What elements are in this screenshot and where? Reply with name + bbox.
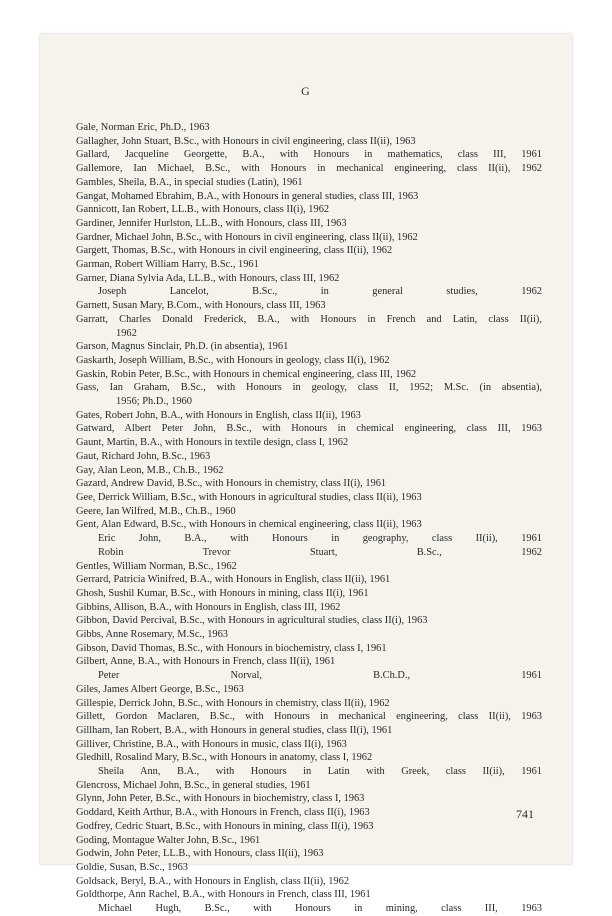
list-item: Gaut, Richard John, B.Sc., 1963 — [76, 450, 211, 462]
list-item: Gillespie, Derrick John, B.Sc., with Honours in chemistry, class II(ii), 1962 — [76, 697, 390, 709]
list-item: Gledhill, Rosalind Mary, B.Sc., with Honours in anatomy, class I, 1962 — [76, 752, 373, 764]
list-item: Garman, Robert William Harry, B.Sc., 1961 — [76, 259, 259, 271]
list-item: Gillett, Gordon Maclaren, B.Sc., with Honours in mechanical engineering, class II(ii), 1963 — [76, 711, 542, 723]
list-item: Gass, Ian Graham, B.Sc., with Honours in geology, class II, 1952; M.Sc. (in absentia), — [76, 382, 542, 394]
list-item: Gannicott, Ian Robert, LL.B., with Honours, class II(i), 1962 — [76, 204, 330, 216]
list-item-continuation: Eric John, B.A., with Honours in geography, class II(ii), 1961 — [98, 533, 542, 545]
list-item: Glencross, Michael John, B.Sc., in general studies, 1961 — [76, 779, 311, 791]
list-item: Goddard, Keith Arthur, B.A., with Honours in French, class II(i), 1963 — [76, 807, 370, 819]
list-item: Garnett, Susan Mary, B.Com., with Honours, class III, 1963 — [76, 300, 326, 312]
list-item: Gillham, Ian Robert, B.A., with Honours in general studies, class II(i), 1961 — [76, 724, 393, 736]
list-item: Gangat, Mohamed Ebrahim, B.A., with Honours in general studies, class III, 1963 — [76, 190, 419, 202]
list-item: Gaskin, Robin Peter, B.Sc., with Honours in chemical engineering, class III, 1962 — [76, 368, 417, 380]
list-item: Gates, Robert John, B.A., with Honours in English, class II(ii), 1963 — [76, 409, 361, 421]
list-item-continuation: Robin Trevor Stuart, B.Sc., 1962 — [98, 546, 542, 558]
list-item: Glynn, John Peter, B.Sc., with Honours in biochemistry, class I, 1963 — [76, 793, 365, 805]
section-letter: G — [301, 84, 311, 98]
list-item: Gallagher, John Stuart, B.Sc., with Honours in civil engineering, class II(ii), 1963 — [76, 135, 416, 147]
list-item: Goding, Montague Walter John, B.Sc., 1961 — [76, 834, 261, 846]
list-item-continuation: 1956; Ph.D., 1960 — [116, 396, 192, 408]
list-item-continuation: Joseph Lancelot, B.Sc., in general studies, 1962 — [98, 286, 542, 298]
list-item-continuation: Sheila Ann, B.A., with Honours in Latin with Greek, class II(ii), 1961 — [98, 766, 542, 778]
entry-list — [76, 121, 542, 916]
list-item: Gibson, David Thomas, B.Sc., with Honours in biochemistry, class I, 1961 — [76, 642, 387, 654]
list-item: Gallemore, Ian Michael, B.Sc., with Honours in mechanical engineering, class II(ii), 1962 — [76, 163, 542, 175]
list-item: Gilliver, Christine, B.A., with Honours in music, class II(i), 1963 — [76, 738, 347, 750]
list-item: Gibbins, Allison, B.A., with Honours in English, class III, 1962 — [76, 601, 341, 613]
list-item: Gallard, Jacqueline Georgette, B.A., with Honours in mathematics, class III, 1961 — [76, 149, 542, 161]
document-page — [40, 34, 572, 915]
list-item: Gee, Derrick William, B.Sc., with Honours in agricultural studies, class II(ii), 1963 — [76, 491, 422, 503]
list-item: Gardiner, Jennifer Hurlston, LL.B., with Honours, class III, 1963 — [76, 217, 347, 229]
list-item: Goldie, Susan, B.Sc., 1963 — [76, 861, 188, 873]
list-item: Geere, Ian Wilfred, M.B., Ch.B., 1960 — [76, 505, 236, 517]
list-item: Gibbon, David Percival, B.Sc., with Honours in agricultural studies, class II(i), 1963 — [76, 615, 428, 627]
list-item: Godwin, John Peter, LL.B., with Honours, class II(ii), 1963 — [76, 848, 324, 860]
list-item: Gaunt, Martin, B.A., with Honours in textile design, class I, 1962 — [76, 437, 349, 449]
list-item: Gent, Alan Edward, B.Sc., with Honours in chemical engineering, class II(ii), 1963 — [76, 519, 422, 531]
list-item: Gentles, William Norman, B.Sc., 1962 — [76, 560, 237, 572]
list-item: Garratt, Charles Donald Frederick, B.A., with Honours in French and Latin, class II(ii), — [76, 313, 542, 325]
list-item: Gilbert, Anne, B.A., with Honours in French, class II(ii), 1961 — [76, 656, 336, 668]
list-item: Gatward, Albert Peter John, B.Sc., with Honours in chemical engineering, class III, 1963 — [76, 423, 542, 435]
list-item: Gibbs, Anne Rosemary, M.Sc., 1963 — [76, 629, 229, 641]
list-item: Goldsack, Beryl, B.A., with Honours in English, class II(ii), 1962 — [76, 875, 350, 887]
list-item: Gargett, Thomas, B.Sc., with Honours in civil engineering, class II(ii), 1962 — [76, 245, 393, 257]
list-item-continuation: Michael Hugh, B.Sc., with Honours in mining, class III, 1963 — [98, 903, 542, 915]
list-item: Gale, Norman Eric, Ph.D., 1963 — [76, 122, 210, 133]
list-item: Giles, James Albert George, B.Sc., 1963 — [76, 683, 244, 695]
list-item: Gambles, Sheila, B.A., in special studies (Latin), 1961 — [76, 176, 303, 188]
list-item: Gazard, Andrew David, B.Sc., with Honours in chemistry, class II(i), 1961 — [76, 478, 387, 490]
page-number: 741 — [516, 807, 534, 821]
list-item-continuation: 1962 — [116, 327, 137, 339]
list-item: Gerrard, Patricia Winifred, B.A., with Honours in English, class II(ii), 1961 — [76, 574, 391, 586]
list-item: Ghosh, Sushil Kumar, B.Sc., with Honours in mining, class II(i), 1961 — [76, 587, 369, 599]
list-item-continuation: Peter Norval, B.Ch.D., 1961 — [98, 670, 542, 682]
list-item: Goldthorpe, Ann Rachel, B.A., with Honours in French, class III, 1961 — [76, 889, 371, 901]
list-item: Gardner, Michael John, B.Sc., with Honours in civil engineering, class II(ii), 1962 — [76, 231, 418, 243]
list-item: Garson, Magnus Sinclair, Ph.D. (in absentia), 1961 — [76, 341, 289, 353]
list-item: Garner, Diana Sylvia Ada, LL.B., with Honours, class III, 1962 — [76, 272, 340, 284]
list-item: Gay, Alan Leon, M.B., Ch.B., 1962 — [76, 464, 224, 476]
list-item: Gaskarth, Joseph William, B.Sc., with Honours in geology, class II(i), 1962 — [76, 354, 390, 366]
list-item: Godfrey, Cedric Stuart, B.Sc., with Honours in mining, class II(i), 1963 — [76, 820, 374, 832]
